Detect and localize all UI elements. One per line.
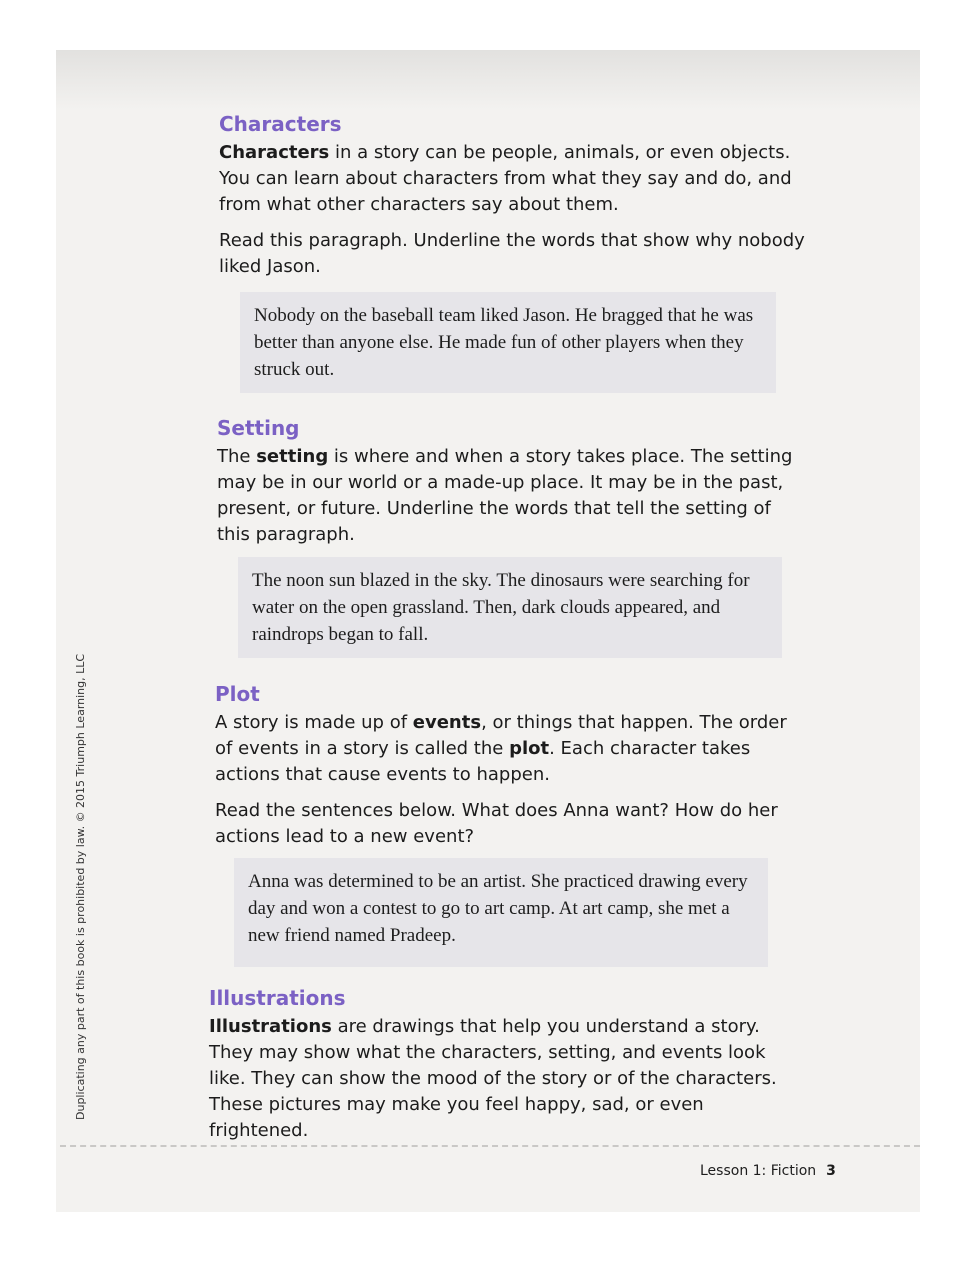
page-number: 3 bbox=[826, 1163, 836, 1179]
setting-passage-box bbox=[238, 557, 782, 658]
page-shadow bbox=[56, 50, 920, 110]
plot-lead: A story is made up of bbox=[215, 712, 413, 733]
setting-passage: The noon sun blazed in the sky. The dinosaurs were searching for water on the open grassland. Then, dark clouds appeared, and raindrops began to fall. bbox=[252, 570, 750, 645]
plot-passage-box bbox=[234, 858, 768, 967]
page-footer bbox=[700, 1163, 836, 1179]
characters-term: Characters bbox=[219, 142, 330, 163]
illustrations-heading: Illustrations bbox=[209, 986, 346, 1010]
footer-divider bbox=[60, 1145, 920, 1147]
section-characters bbox=[219, 112, 809, 290]
setting-lead: The bbox=[217, 446, 257, 467]
plot-instruction: Read the sentences below. What does Anna want? How do her actions lead to a new event? bbox=[215, 800, 778, 847]
characters-definition: in a story can be people, animals, or even objects. You can learn about characters from what they say and do, and from what other characters say about them. bbox=[219, 142, 792, 215]
copyright-notice: Duplicating any part of this book is prohibited by law. © 2015 Triumph Learning, LLC bbox=[74, 653, 87, 1120]
characters-paragraph bbox=[219, 140, 809, 218]
section-setting bbox=[217, 416, 807, 558]
section-plot bbox=[215, 682, 805, 860]
characters-passage-box bbox=[240, 292, 776, 393]
characters-heading: Characters bbox=[219, 112, 342, 136]
plot-paragraph bbox=[215, 710, 805, 788]
characters-instruction: Read this paragraph. Underline the words that show why nobody liked Jason. bbox=[219, 230, 805, 277]
plot-end: . Each character takes actions that cause events to happen. bbox=[215, 738, 751, 785]
characters-passage: Nobody on the baseball team liked Jason. He bragged that he was better than anyone else. He made fun of other players when they struck out. bbox=[254, 305, 754, 380]
section-illustrations bbox=[209, 986, 799, 1154]
setting-heading: Setting bbox=[217, 416, 300, 440]
setting-term: setting bbox=[256, 446, 329, 467]
setting-definition: is where and when a story takes place. The setting may be in our world or a made-up place. It may be in the past, present, or future. Underline the words that tell the setting of this paragraph. bbox=[217, 446, 793, 545]
illustrations-term: Illustrations bbox=[209, 1016, 332, 1037]
plot-middle: , or things that happen. The order of events in a story is called the bbox=[215, 712, 787, 759]
setting-paragraph bbox=[217, 444, 807, 548]
plot-heading: Plot bbox=[215, 682, 260, 706]
footer-lesson: Lesson 1: Fiction bbox=[700, 1163, 817, 1179]
illustrations-definition: are drawings that help you understand a story. They may show what the characters, setting, and events look like. They can show the mood of the story or of the characters. These pictures may make you feel happy, sad, or even frightened. bbox=[209, 1016, 777, 1141]
plot-term-events: events bbox=[412, 712, 482, 733]
plot-term-plot: plot bbox=[509, 738, 550, 759]
illustrations-paragraph bbox=[209, 1014, 799, 1144]
plot-passage: Anna was determined to be an artist. She practiced drawing every day and won a contest to go to art camp. At art camp, she met a new friend named Pradeep. bbox=[248, 871, 748, 946]
